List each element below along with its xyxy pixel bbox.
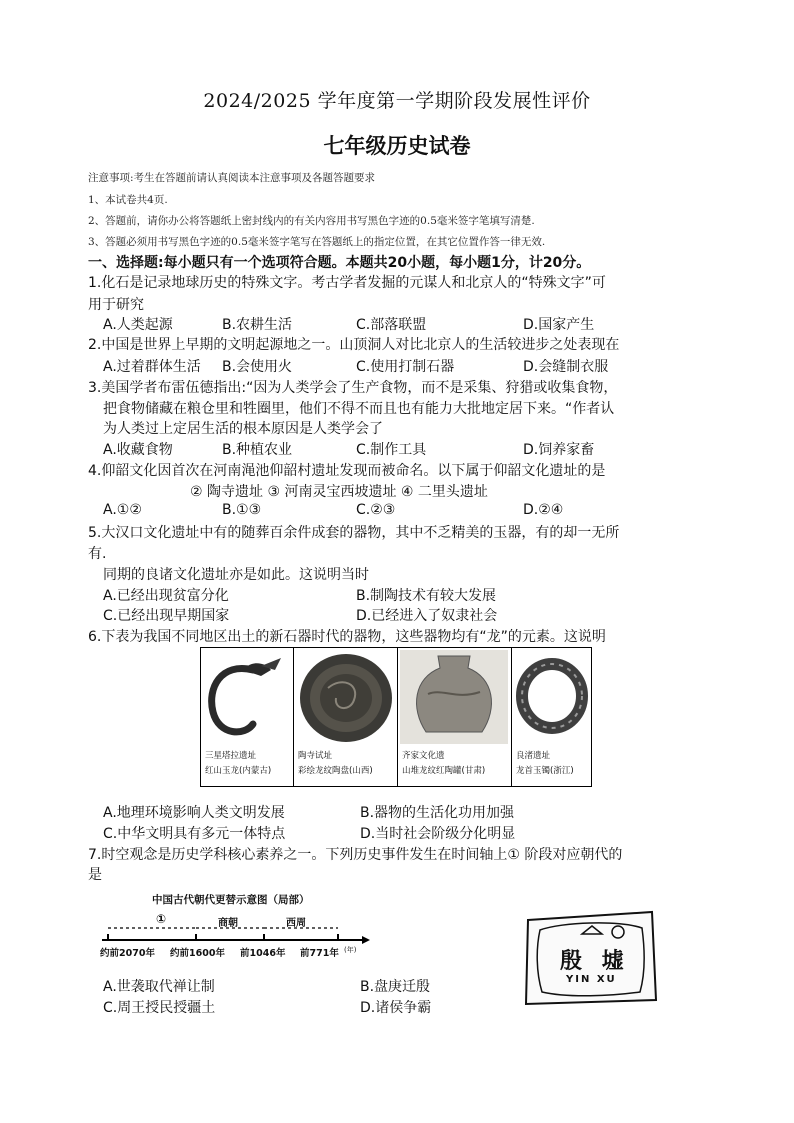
q2-option-b: B.会使用火 bbox=[222, 359, 293, 375]
q5-option-d: D.已经进入了奴隶社会 bbox=[356, 608, 498, 624]
q1-option-b: B.农耕生活 bbox=[222, 317, 293, 333]
artifact-table bbox=[200, 647, 592, 787]
q5-option-b: B.制陶技术有较大发展 bbox=[356, 588, 497, 604]
caption-line2: 红山玉龙(内蒙古) bbox=[205, 766, 272, 776]
caption-line1: 齐家文化遗 bbox=[402, 751, 445, 761]
q2-stem: 2.中国是世界上早期的文明起源地之一。山顶洞人对比北京人的生活较进步之处表现在 bbox=[88, 337, 620, 353]
caption-line1: 三星塔拉遗址 bbox=[205, 751, 257, 761]
q2-option-c: C.使用打制石器 bbox=[356, 359, 455, 375]
exam-header: 2024/2025 学年度第一学期阶段发展性评价 bbox=[203, 90, 591, 112]
dynasty-timeline bbox=[100, 890, 370, 965]
q7-stem-line1: 7.时空观念是历史学科核心素养之一。下列历史事件发生在时间轴上① 阶段对应朝代的 bbox=[88, 847, 623, 863]
timeline-title: 中国古代朝代更替示意图（局部） bbox=[152, 894, 310, 906]
q1-stem-line1: 1.化石是记录地球历史的特殊文字。考古学者发掘的元谋人和北京人的“特殊文字”可 bbox=[88, 275, 606, 291]
q2-option-a: A.过着群体生活 bbox=[103, 359, 201, 375]
q5-stem-line2: 有. bbox=[88, 546, 107, 562]
stamp-pinyin: YIN XU bbox=[566, 974, 617, 985]
q7-stem-line2: 是 bbox=[88, 867, 102, 883]
q3-option-b: B.种植农业 bbox=[222, 442, 293, 458]
q4-option-a: A.①② bbox=[103, 502, 142, 518]
q4-option-b: B.①③ bbox=[222, 502, 262, 518]
q1-option-d: D.国家产生 bbox=[523, 317, 595, 333]
q7-option-d: D.诸侯争霸 bbox=[360, 1000, 432, 1016]
q4-option-d: D.②④ bbox=[523, 502, 564, 518]
q7-option-a: A.世袭取代禅让制 bbox=[103, 979, 215, 995]
q3-stem-line3: 为人类过上定居生活的根本原因是人类学会了 bbox=[103, 421, 383, 437]
q6-option-c: C.中华文明具有多元一体特点 bbox=[103, 826, 286, 842]
q4-option-c: C.②③ bbox=[356, 502, 396, 518]
timeline-tick-label: 前771年 bbox=[300, 948, 339, 959]
timeline-segment-xizhou: 西周 bbox=[286, 918, 306, 929]
q4-items: ② 陶寺遗址 ③ 河南灵宝西坡遗址 ④ 二里头遗址 bbox=[190, 484, 488, 500]
notice-item-2: 2、答题前，请你办公将答题纸上密封线内的有关内容用书写黑色字迹的0.5毫米签字笔填写清楚. bbox=[88, 215, 535, 227]
q5-option-c: C.已经出现早期国家 bbox=[103, 608, 230, 624]
q7-option-b: B.盘庚迁殷 bbox=[360, 979, 431, 995]
notice-item-3: 3、答题必须用书写黑色字迹的0.5毫米签字笔写在答题纸上的指定位置，在其它位置作答一律无效. bbox=[88, 236, 546, 248]
q3-stem-line1: 3.美国学者布雷伍德指出:“因为人类学会了生产食物，而不是采集、狩猎或收集食物， bbox=[88, 380, 618, 396]
jade-dragon-image bbox=[201, 648, 291, 744]
timeline-tick-label: 约前2070年 bbox=[100, 948, 155, 959]
caption-line2: 山堆龙纹红陶罐(甘肃) bbox=[402, 766, 486, 776]
q3-stem-line2: 把食物储藏在粮仓里和牲圈里，他们不得不而且也有能力大批地定居下来。“作者认 bbox=[103, 401, 615, 417]
q4-stem: 4.仰韶文化因首次在河南渑池仰韶村遗址发现而被命名。以下属于仰韶文化遗址的是 bbox=[88, 463, 606, 479]
q1-option-c: C.部落联盟 bbox=[356, 317, 427, 333]
notice-heading: 注意事项:考生在答题前请认真阅读本注意事项及各题答题要求 bbox=[88, 172, 376, 184]
timeline-segment-shang: 商朝 bbox=[218, 918, 238, 929]
caption-line1: 良渚遗址 bbox=[516, 751, 551, 761]
q1-stem-line2: 用于研究 bbox=[88, 297, 144, 313]
caption-line2: 彩绘龙纹陶盘(山西) bbox=[298, 766, 373, 776]
q3-option-a: A.收藏食物 bbox=[103, 442, 173, 458]
artifact-cell-jade-dragon bbox=[201, 648, 294, 786]
q5-stem-line1: 5.大汉口文化遗址中有的随葬百余件成套的器物，其中不乏精美的玉器，有的却一无所 bbox=[88, 525, 620, 541]
painted-plate-image bbox=[294, 648, 398, 746]
q6-option-d: D.当时社会阶级分化明显 bbox=[360, 826, 516, 842]
exam-subtitle: 七年级历史试卷 bbox=[323, 133, 471, 158]
timeline-tick-label: 约前1600年 bbox=[170, 948, 225, 959]
artifact-cell-pottery-jar bbox=[398, 648, 512, 786]
timeline-tick-label: 前1046年 bbox=[240, 948, 286, 959]
q6-stem: 6.下表为我国不同地区出土的新石器时代的器物，这些器物均有“龙”的元素。这说明 bbox=[88, 629, 606, 645]
q1-option-a: A.人类起源 bbox=[103, 317, 173, 333]
caption-line2: 龙首玉镯(浙江) bbox=[516, 766, 574, 776]
pottery-jar-image bbox=[398, 648, 510, 746]
timeline-axis-unit: (年) bbox=[344, 946, 357, 954]
q5-stem-line3: 同期的良诸文化遗址亦是如此。这说明当时 bbox=[103, 567, 369, 583]
artifact-cell-jade-bracelet bbox=[512, 648, 593, 786]
jade-bracelet-image bbox=[512, 648, 592, 746]
section-heading: 一、选择题:每小题只有一个选项符合题。本题共20小题，每小题1分，计20分。 bbox=[88, 255, 591, 271]
stamp-hanzi: 殷 墟 bbox=[560, 948, 630, 974]
q3-option-c: C.制作工具 bbox=[356, 442, 427, 458]
q2-option-d: D.会缝制衣服 bbox=[523, 359, 609, 375]
yinxu-stamp bbox=[522, 908, 659, 1008]
q3-option-d: D.饲养家畜 bbox=[523, 442, 595, 458]
timeline-marker-1: ① bbox=[156, 912, 167, 926]
q6-option-a: A.地理环境影响人类文明发展 bbox=[103, 805, 285, 821]
artifact-cell-painted-plate bbox=[294, 648, 398, 786]
caption-line1: 陶寺试址 bbox=[298, 751, 333, 761]
q5-option-a: A.已经出现贫富分化 bbox=[103, 588, 229, 604]
q6-option-b: B.器物的生活化功用加强 bbox=[360, 805, 515, 821]
q7-option-c: C.周王授民授疆土 bbox=[103, 1000, 216, 1016]
notice-item-1: 1、本试卷共4页. bbox=[88, 194, 168, 206]
